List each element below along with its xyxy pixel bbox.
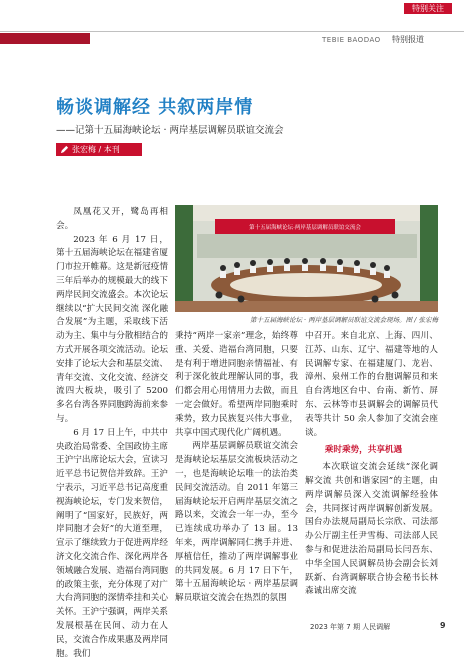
paragraph: 本次联谊交流会延续“深化调解交流 共创和谐家园”的主题，由两岸调解员深入交流调解经验体会，共同探讨两岸调解创新发展。国台办法规局副局长宗欣、司法部办公厅副主任尹雪梅、司法部人民参与和促进法治局副局长闫吾东、中华全国人民调解员协会副会长刘跃新、台湾调解联合协会秘书长林森诚出席交流 — [305, 462, 438, 597]
photo-banner-text: 第十五届海峡论坛·两岸基层调解员联谊交流会 — [249, 225, 361, 231]
article-column-3 — [305, 330, 438, 599]
article-subtitle: ——记第十五届海峡论坛 · 两岸基层调解员联谊交流会 — [56, 125, 284, 136]
article-column-2 — [175, 330, 298, 606]
paragraph: 2023 年 6 月 17 日，第十五届海峡论坛在福建省厦门市拉开帷幕。这是新冠疫情三年后举办的规模最大的线下两岸民间交流盛会。本次论坛继续以“扩大民间交流 深化融合发展”为主题，采取线下活动为主、集中与分散相结合的方式开展各项交流活动。论坛安排了论坛大会和基层交流、青年交流、文化交流、经济交流四大板块，吸引了 5200 多名台湾各界同胞跨海前来参与。 — [56, 234, 168, 424]
header-accent-bar — [0, 33, 90, 44]
paragraph-continued: 秉持“两岸一家亲”理念，始终尊重、关爱、造福台湾同胞，只要是有利于增进同胞亲情福祉、有利于深化彼此理解认同的事，我们都会用心用情用力去做，而且一定会做好。希望两岸同胞乘时乘势，致力民族复兴伟大事业，共享中国式现代化广阔机遇。 — [175, 331, 298, 438]
photo-caption: 第十五届海峡论坛 · 两岸基层调解员联谊交流会现场。图 / 张宏梅 — [249, 316, 438, 324]
article-title: 畅谈调解经 共叙两岸情 — [56, 97, 254, 118]
meeting-photo — [175, 205, 438, 312]
header-divider — [0, 31, 464, 32]
article-column-1 — [56, 206, 168, 661]
section-subheading: 乘时乘势，共享机遇 — [324, 445, 403, 456]
paragraph: 6 月 17 日上午，中共中央政治局常委、全国政协主席王沪宁出席论坛大会，宣读习近平总书记贺信并致辞。王沪宁表示，习近平总书记高度重视海峡论坛，专门发来贺信，阐明了“国家好，民族好，两岸同胞才会好”的大道至理，宣示了继续致力于促进两岸经济文化交流合作、深化两岸各领域融合发展、造福台湾同胞的政策主张，充分体现了对广大台湾同胞的深情牵挂和关心关怀。王沪宁强调，两岸关系发展根基在民间、动力在人民，交流合作成果惠及两岸同胞。我们 — [56, 427, 168, 659]
paragraph: 两岸基层调解员联谊交流会是海峡论坛基层交流板块活动之一，也是海峡论坛唯一的法治类民间交流活动。自 2011 年第三届海峡论坛开启两岸基层交流之路以来，交流会一年一办，至今已连续成功举办了 13 届。13 年来，两岸调解同仁携手并进、厚植信任，推动了两岸调解事业的共同发展。6 月 17 日下午，第十五届海峡论坛 · 两岸基层调解员联谊交流会在热烈的氛围 — [175, 441, 298, 604]
meeting-photo-illustration — [175, 205, 438, 312]
paragraph: 凤凰花又开，鹭岛再相会。 — [56, 207, 168, 231]
paragraph-continued: 中召开。来自北京、上海、四川、江苏、山东、辽宁、福建等地的人民调解专家、在福建厦门、龙岩、漳州、泉州工作的台胞调解员和来自台湾地区台中、台南、新竹、屏东、云林等市县调解会的调解员代表等共计 50 余人参加了交流会座谈。 — [305, 331, 438, 438]
footer-issue: 2023 年第 7 期 人民调解 — [310, 623, 391, 631]
pen-icon — [60, 145, 69, 154]
section-name-zh: 特别报道 — [392, 35, 424, 44]
section-tag: 特别关注 — [404, 3, 452, 14]
section-name-en: TEBIE BAODAO — [322, 36, 381, 44]
page-number: 9 — [440, 621, 446, 630]
article-author: 张宏梅 / 本刊 — [72, 145, 120, 154]
